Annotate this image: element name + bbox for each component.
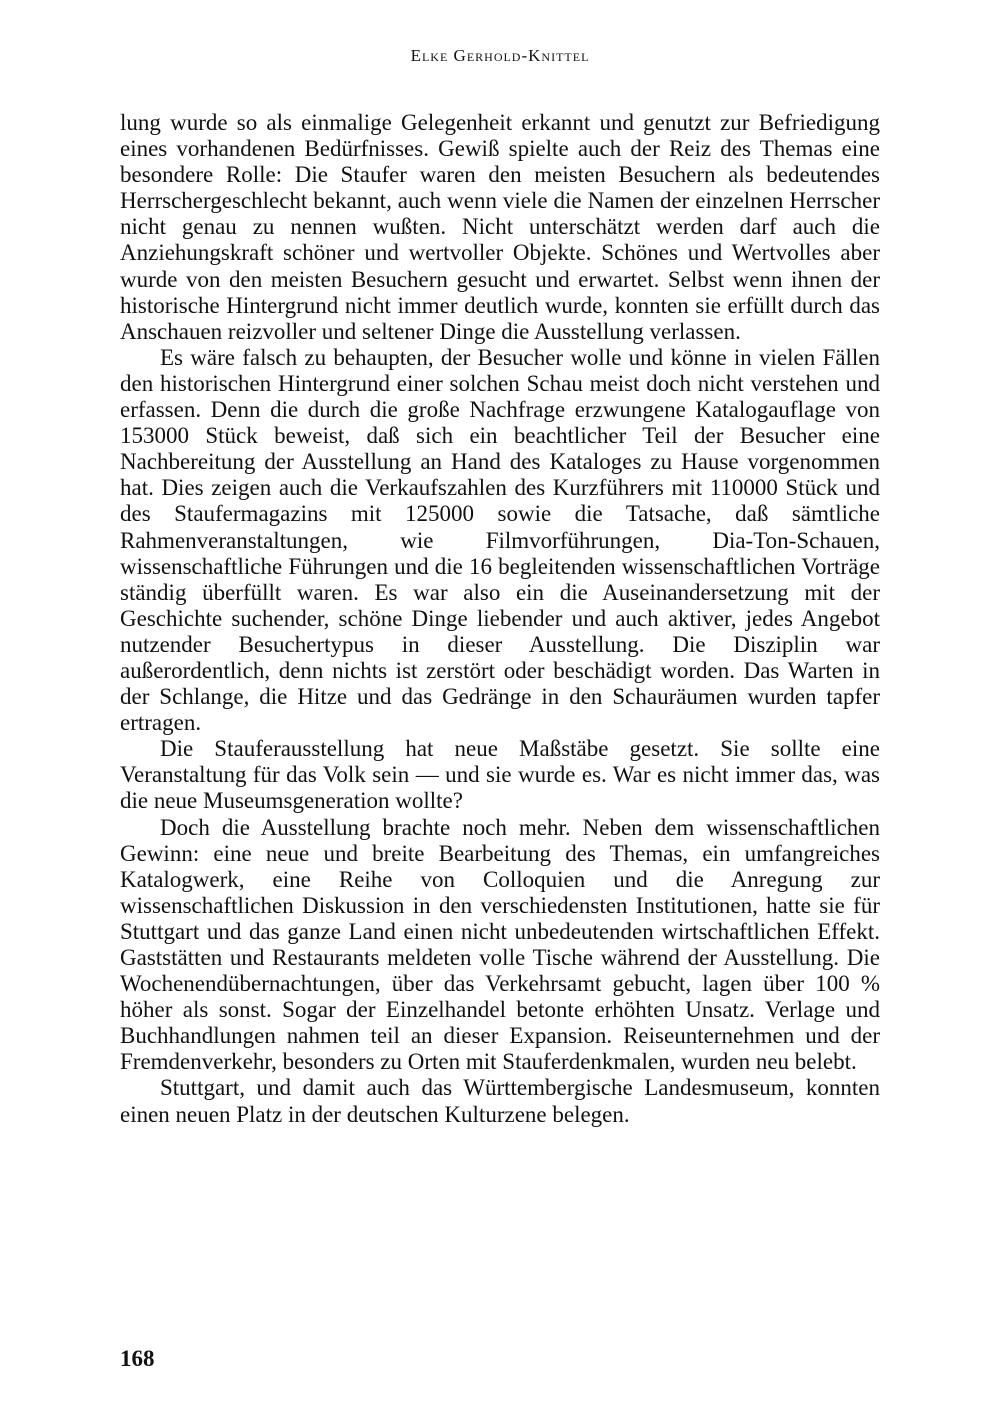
paragraph: Die Stauferausstellung hat neue Maßstäbe gesetzt. Sie sollte eine Veranstaltung für das Volk sein — und sie wurde es. War es nicht immer das, was die neue Museumsgeneration wollte? — [120, 736, 880, 814]
paragraph: Stuttgart, und damit auch das Württembergische Landesmuseum, konnten einen neuen Platz in der deutschen Kulturzene belegen. — [120, 1075, 880, 1127]
running-head: Elke Gerhold-Knittel — [410, 46, 590, 65]
body-text — [120, 110, 880, 1128]
page-number: 168 — [120, 1346, 155, 1371]
paragraph: Es wäre falsch zu behaupten, der Besucher wolle und könne in vielen Fällen den historischen Hintergrund einer solchen Schau meist doch nicht verstehen und erfassen. Denn die durch die große Nachfrage erzwungene Katalogauflage von 153000 Stück beweist, daß sich ein beachtlicher Teil der Besucher eine Nachbereitung der Ausstellung an Hand des Kataloges zu Hause vorgenommen hat. Dies zeigen auch die Verkaufszahlen des Kurzführers mit 110000 Stück und des Staufermagazins mit 125000 sowie die Tatsache, daß sämtliche Rahmenveranstaltungen, wie Filmvorführungen, Dia-Ton-Schauen, wissenschaftliche Führungen und die 16 begleitenden wissenschaftlichen Vorträge ständig überfüllt waren. Es war also ein die Auseinandersetzung mit der Geschichte suchender, schöne Dinge liebender und auch aktiver, jedes Angebot nutzender Besuchertypus in dieser Ausstellung. Die Disziplin war außerordentlich, denn nichts ist zerstört oder beschädigt worden. Das Warten in der Schlange, die Hitze und das Gedränge in den Schauräumen wurden tapfer ertragen. — [120, 344, 880, 736]
paragraph: Doch die Ausstellung brachte noch mehr. Neben dem wissenschaftlichen Gewinn: eine neue und breite Bearbeitung des Themas, ein umfangreiches Katalogwerk, eine Reihe von Colloquien und die Anregung zur wissenschaftlichen Diskussion in den verschiedensten Institutionen, hatte sie für Stuttgart und das ganze Land einen nicht unbedeutenden wirtschaftlichen Effekt. Gaststätten und Restaurants meldeten volle Tische während der Ausstellung. Die Wochenendübernachtungen, über das Verkehrsamt gebucht, lagen über 100 % höher als sonst. Sogar der Einzelhandel betonte erhöhten Unsatz. Verlage und Buchhandlungen nahmen teil an dieser Expansion. Reiseunternehmen und der Fremdenverkehr, besonders zu Orten mit Stauferdenkmalen, wurden neu belebt. — [120, 814, 880, 1075]
paragraph: lung wurde so als einmalige Gelegenheit erkannt und genutzt zur Befriedigung eines vorhandenen Bedürfnisses. Gewiß spielte auch der Reiz des Themas eine besondere Rolle: Die Staufer waren den meisten Besuchern als bedeutendes Herrschergeschlecht bekannt, auch wenn viele die Namen der einzelnen Herrscher nicht genau zu nennen wußten. Nicht unterschätzt werden darf auch die Anziehungskraft schöner und wertvoller Objekte. Schönes und Wertvolles aber wurde von den meisten Besuchern gesucht und erwartet. Selbst wenn ihnen der historische Hintergrund nicht immer deutlich wurde, konnten sie erfüllt durch das Anschauen reizvoller und seltener Dinge die Ausstellung verlassen. — [120, 110, 880, 344]
